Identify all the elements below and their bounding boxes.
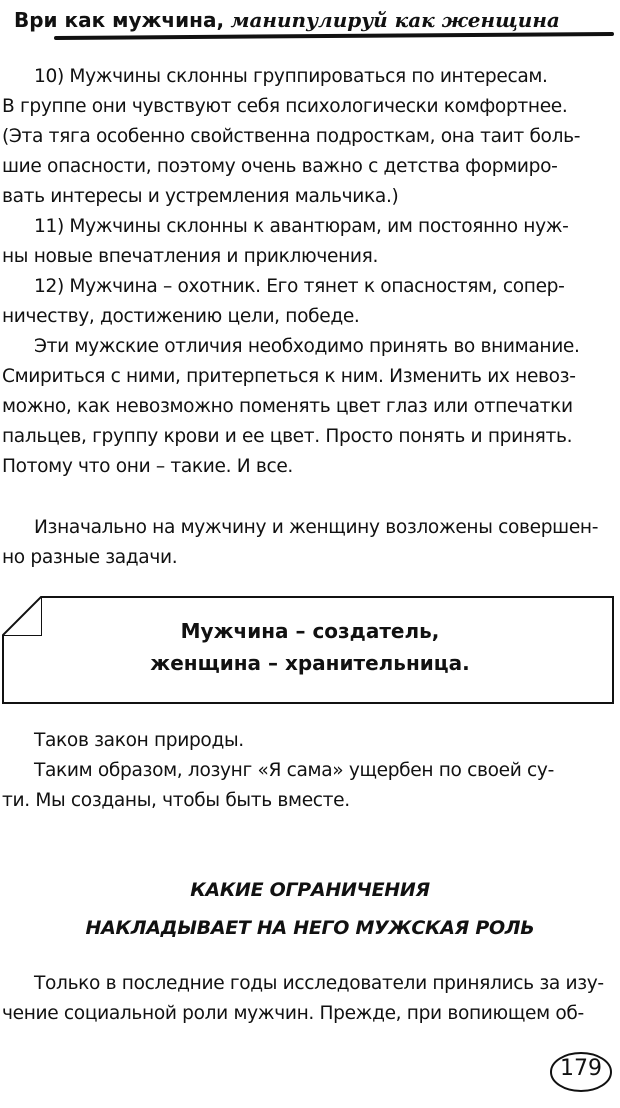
section-heading-line: НАКЛАДЫВАЕТ НА НЕГО МУЖСКАЯ РОЛЬ bbox=[85, 917, 535, 939]
quote-line: женщина – хранительница. bbox=[150, 651, 470, 675]
text-line: Эти мужские отличия необходимо принять во внимание. bbox=[34, 336, 580, 357]
text-line: Только в последние годы исследователи принялись за изу- bbox=[34, 973, 604, 994]
text-line: пальцев, группу крови и ее цвет. Просто понять и принять. bbox=[2, 426, 573, 447]
quote-line: Мужчина – создатель, bbox=[180, 619, 440, 643]
header-book-title-part2: манипулируй как женщина bbox=[230, 8, 560, 32]
text-line: чение социальной роли мужчин. Прежде, при вопиющем об- bbox=[2, 1003, 584, 1024]
header-book-title-part1: Ври как мужчина, bbox=[14, 8, 225, 32]
text-line: Таким образом, лозунг «Я сама» ущербен по своей су- bbox=[34, 760, 554, 781]
section-heading-line: КАКИЕ ОГРАНИЧЕНИЯ bbox=[190, 879, 430, 901]
running-header bbox=[14, 0, 614, 48]
text-line: Смириться с ними, притерпеться к ним. Изменить их невоз- bbox=[2, 366, 576, 387]
text-line: ны новые впечатления и приключения. bbox=[2, 246, 379, 267]
text-line: 11) Мужчины склонны к авантюрам, им постоянно нуж- bbox=[34, 216, 569, 237]
running-header-text bbox=[14, 8, 560, 32]
text-line: можно, как невозможно поменять цвет глаз или отпечатки bbox=[2, 396, 573, 417]
text-line: Таков закон природы. bbox=[34, 730, 244, 751]
quote-box bbox=[2, 596, 614, 704]
text-line: 10) Мужчины склонны группироваться по интересам. bbox=[34, 66, 548, 87]
text-line: ти. Мы созданы, чтобы быть вместе. bbox=[2, 790, 350, 811]
page-number-text: 179 bbox=[560, 1056, 602, 1081]
text-line: шие опасности, поэтому очень важно с детства формиро- bbox=[2, 156, 558, 177]
page-number bbox=[548, 1050, 614, 1098]
text-line: (Эта тяга особенно свойственна подросткам, она таит боль- bbox=[2, 126, 581, 147]
text-line: но разные задачи. bbox=[2, 547, 178, 568]
text-line: ничеству, достижению цели, победе. bbox=[2, 306, 360, 327]
text-line: вать интересы и устремления мальчика.) bbox=[2, 186, 399, 207]
text-line: 12) Мужчина – охотник. Его тянет к опасностям, сопер- bbox=[34, 276, 565, 297]
text-line: Изначально на мужчину и женщину возложены совершен- bbox=[34, 517, 599, 538]
text-line: Потому что они – такие. И все. bbox=[2, 456, 293, 477]
header-underline bbox=[54, 32, 614, 40]
text-line: В группе они чувствуют себя психологически комфортнее. bbox=[2, 96, 568, 117]
